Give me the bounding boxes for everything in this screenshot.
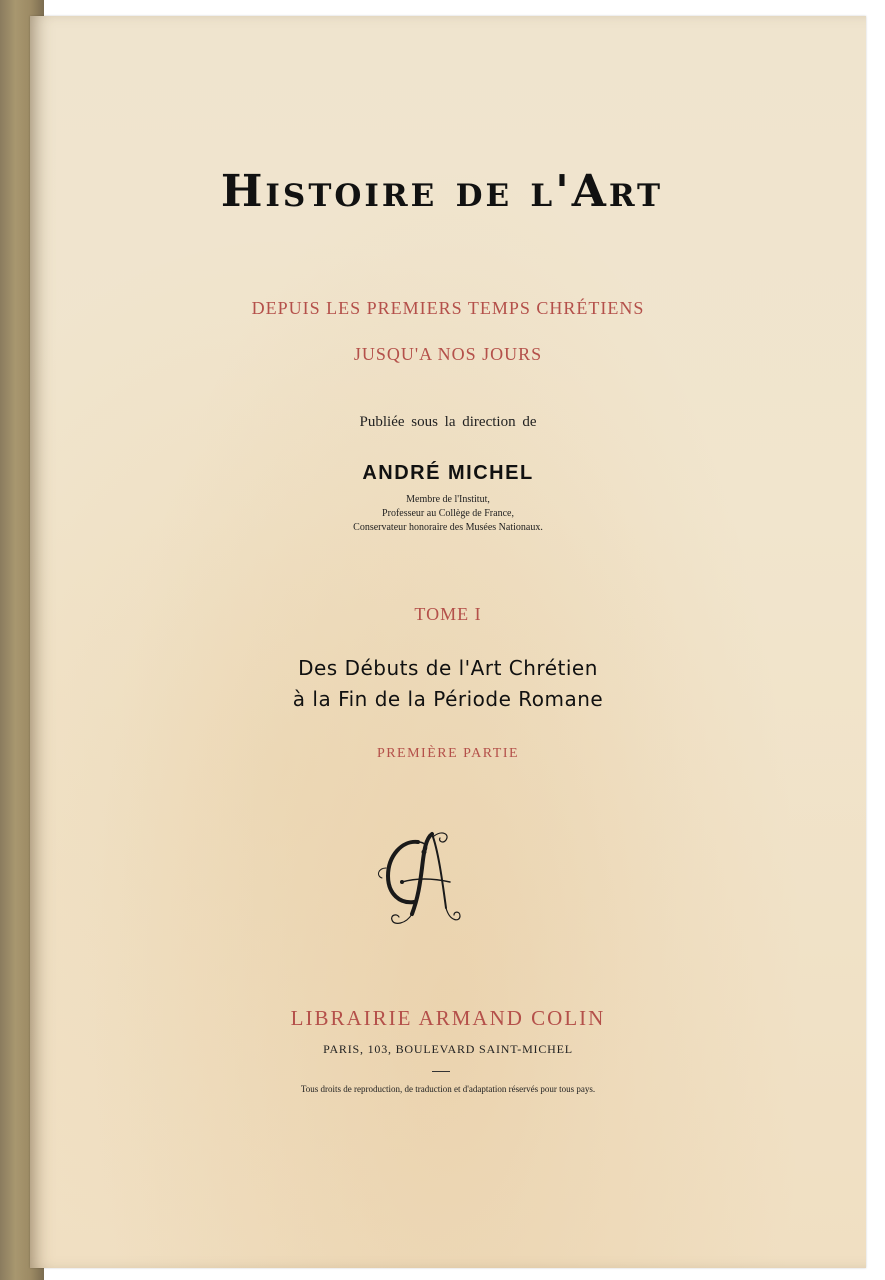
part-label: PREMIÈRE PARTIE <box>376 746 520 761</box>
volume-title-line-1: Des Débuts de l'Art Chrétien <box>298 656 598 680</box>
publisher-address: PARIS, 103, BOULEVARD SAINT-MICHEL <box>323 1042 573 1056</box>
volume-title-line-2: à la Fin de la Période Romane <box>292 687 604 711</box>
subtitle-line-2: JUSQU'A NOS JOURS <box>353 344 543 364</box>
divider-rule <box>432 1071 450 1072</box>
tome-number: TOME I <box>414 604 482 624</box>
author-affiliation: Professeur au Collège de France, <box>382 508 514 519</box>
publisher-monogram-icon <box>372 828 462 932</box>
page <box>30 16 866 1268</box>
book-title: Histoire de l'Art <box>220 166 664 217</box>
direction-statement: Publiée sous la direction de <box>359 414 537 430</box>
subtitle-line-1: DEPUIS LES PREMIERS TEMPS CHRÉTIENS <box>251 298 645 318</box>
author-affiliation: Membre de l'Institut, <box>406 494 490 505</box>
publisher-name: LIBRAIRIE ARMAND COLIN <box>290 1006 606 1030</box>
author-name: ANDRÉ MICHEL <box>362 462 534 484</box>
author-affiliation: Conservateur honoraire des Musées Nationaux. <box>353 522 543 533</box>
rights-notice: Tous droits de reproduction, de traduction et d'adaptation réservés pour tous pays. <box>300 1084 596 1094</box>
